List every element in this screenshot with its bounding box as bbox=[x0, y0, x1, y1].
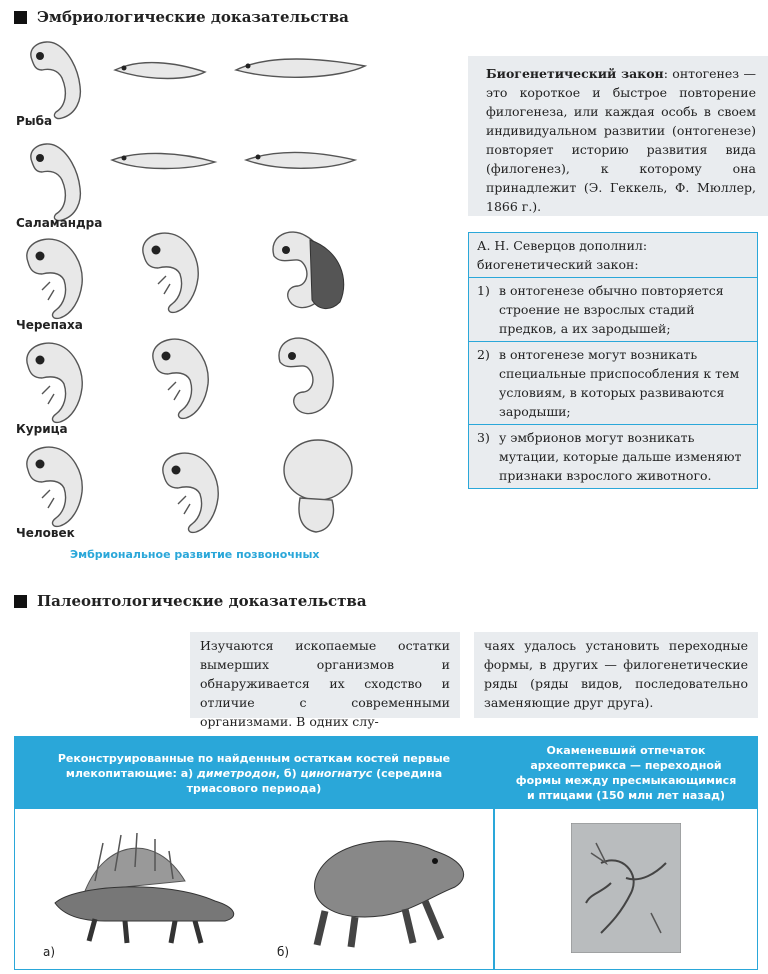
species-label-turtle: Черепаха bbox=[16, 318, 83, 332]
embryo-development-figure bbox=[0, 30, 460, 570]
figure-caption: Эмбриональное развитие позвоночных bbox=[70, 548, 320, 561]
species-label-human: Человек bbox=[16, 526, 75, 540]
bullet-square-icon bbox=[14, 11, 27, 24]
mammals-banner: Реконструированные по найденным остаткам костей первые млекопитающие: а) диметродон, б) циногнатус (середина триасового периода) bbox=[15, 737, 493, 809]
cynognathus-illustration bbox=[295, 821, 475, 961]
fossil-figure-panel bbox=[14, 736, 758, 970]
item-number: 3) bbox=[477, 430, 490, 445]
severtsov-intro: А. Н. Северцов дополнил: биогенетический закон: bbox=[477, 238, 648, 272]
species-name-dimetrodon: диметродон bbox=[197, 766, 276, 780]
item-text: у эмбрионов могут возникать мутации, которые дальше изменяют признаки взрослого животного. bbox=[499, 430, 742, 483]
section-title: Палеонтологические доказательства bbox=[37, 592, 367, 610]
bullet-square-icon bbox=[14, 595, 27, 608]
law-title: Биогенетический закон bbox=[486, 66, 664, 81]
dimetrodon-illustration bbox=[45, 821, 245, 961]
list-item bbox=[469, 277, 757, 341]
label-a: а) bbox=[43, 945, 56, 959]
panel-divider bbox=[493, 737, 495, 969]
paleo-text-col2: чаях удалось установить переходные формы, в других — филогенетические ряды (ряды видов, последовательно заменяющие друг друга). bbox=[474, 632, 758, 718]
item-number: 2) bbox=[477, 347, 490, 362]
list-item bbox=[469, 341, 757, 424]
severtsov-intro-row bbox=[469, 233, 757, 277]
archaeopteryx-banner bbox=[495, 737, 757, 809]
species-label-fish: Рыба bbox=[16, 114, 53, 128]
item-text: в онтогенезе обычно повторяется строение не взрослых стадий предков, а их зародышей; bbox=[499, 283, 724, 336]
list-item bbox=[469, 424, 757, 488]
archaeopteryx-caption: Окаменевший отпечаток археоптерикса — переходной формы между пресмыкающимися и птицами (150 млн лет назад) bbox=[515, 744, 737, 802]
section-heading-paleontology bbox=[14, 592, 367, 610]
label-b: б) bbox=[277, 945, 290, 959]
species-label-chicken: Курица bbox=[16, 422, 68, 436]
species-name-cynognathus: циногнатус bbox=[300, 766, 373, 780]
item-number: 1) bbox=[477, 283, 490, 298]
biogenetic-law-box bbox=[468, 56, 768, 216]
severtsov-box bbox=[468, 232, 758, 489]
archaeopteryx-fossil-image bbox=[571, 823, 681, 953]
law-text: : онтогенез — это короткое и быстрое повторение филогенеза, или каждая особь в своем индивидуальном развитии (онтогенезе) повторяет историю развития вида (филогенез), к которому она принадлежит (Э. Геккель, Ф. Мюллер, 1866 г.). bbox=[486, 66, 757, 214]
species-label-salamander: Саламандра bbox=[16, 216, 103, 230]
section-title: Эмбриологические доказательства bbox=[37, 8, 349, 26]
section-heading-embryology bbox=[14, 8, 349, 26]
paleo-text-col1: Изучаются ископаемые остатки вымерших организмов и обнаруживается их сходство и отличие с современными организмами. В одних слу- bbox=[190, 632, 460, 718]
item-text: в онтогенезе могут возникать специальные приспособления к тем условиям, в которых развиваются зародыши; bbox=[499, 347, 740, 419]
